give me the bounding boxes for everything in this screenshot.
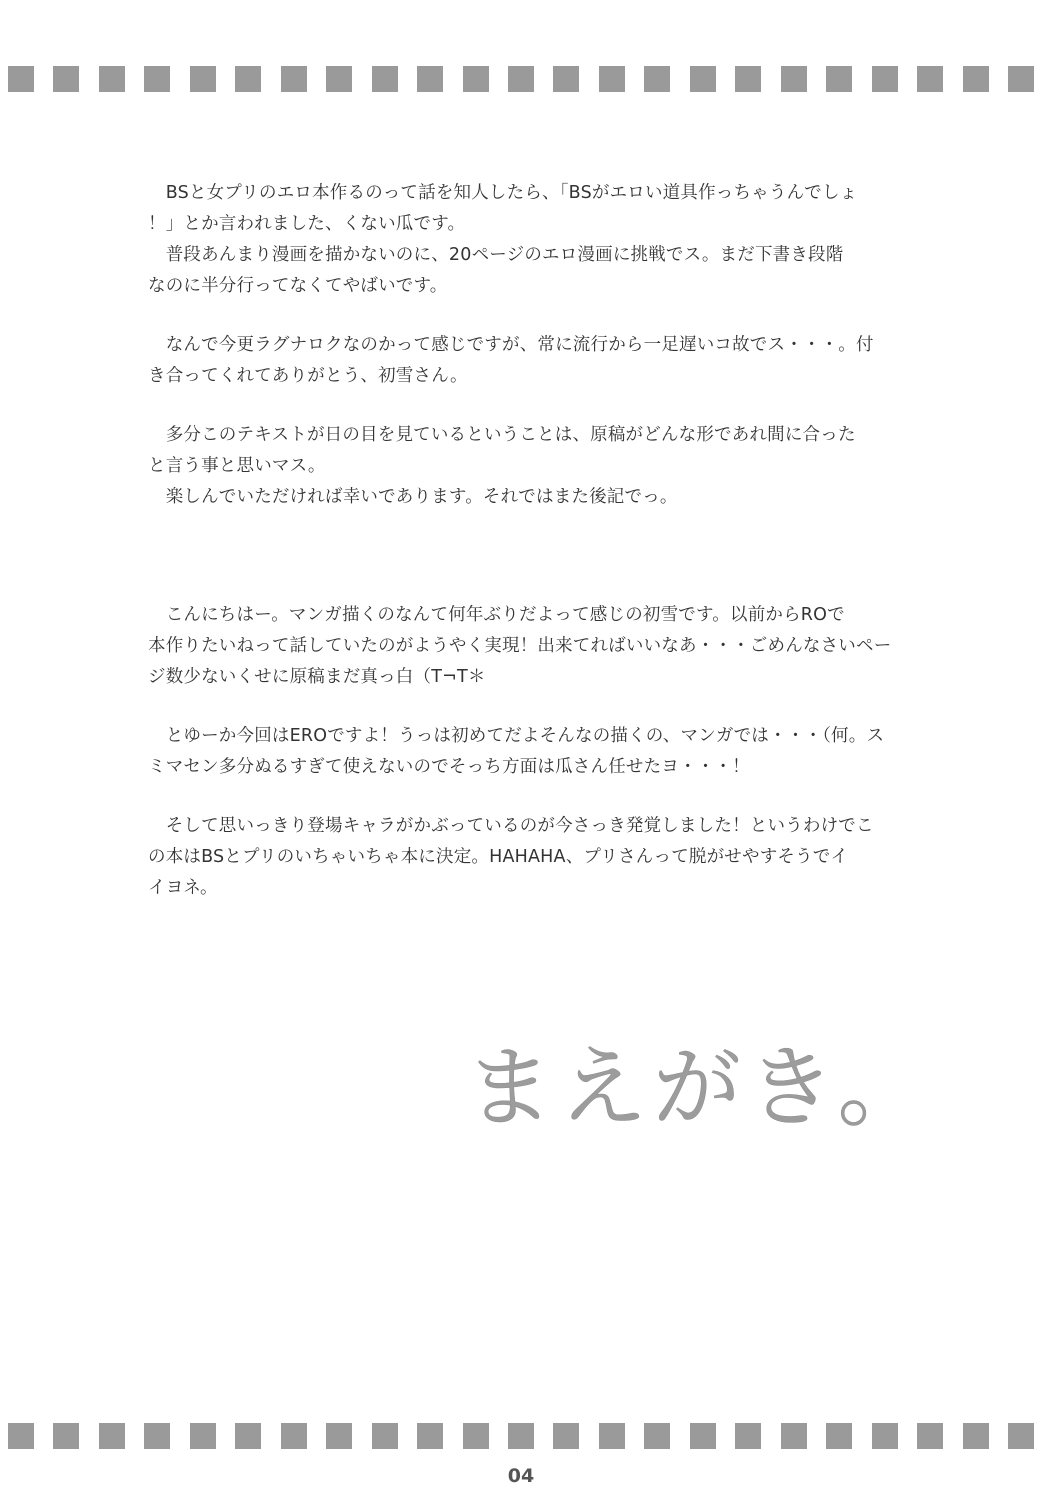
film-strip-top: [0, 64, 1042, 94]
film-strip-square: [690, 66, 716, 92]
lower-paragraph: [148, 811, 874, 904]
film-strip-square: [372, 1423, 398, 1449]
text-line: 多分このテキストが日の目を見ているということは、原稿がどんな形であれ間に合った: [148, 425, 856, 445]
film-strip-square: [826, 1423, 852, 1449]
text-line: こんにちはー。マンガ描くのなんて何年ぶりだよって感じの初雪です。以前からROで: [148, 605, 845, 625]
film-strip-square: [508, 66, 534, 92]
page-title: まえがき。: [465, 1036, 932, 1139]
text-line: と言う事と思いマス。: [148, 456, 326, 476]
text-line: イヨネ。: [148, 878, 218, 898]
film-strip-square: [644, 1423, 670, 1449]
film-strip-square: [508, 1423, 534, 1449]
film-strip-square: [417, 66, 443, 92]
film-strip-square: [553, 1423, 579, 1449]
film-strip-square: [644, 66, 670, 92]
film-strip-square: [190, 1423, 216, 1449]
film-strip-square: [99, 66, 125, 92]
film-strip-square: [281, 66, 307, 92]
film-strip-square: [235, 66, 261, 92]
film-strip-square: [826, 66, 852, 92]
film-strip-square: [99, 1423, 125, 1449]
text-line: ミマセン多分ぬるすぎて使えないのでそっち方面は瓜さん任せたヨ・・・！: [148, 757, 750, 777]
film-strip-square: [963, 66, 989, 92]
film-strip-square: [463, 66, 489, 92]
text-line: き合ってくれてありがとう、初雪さん。: [148, 366, 468, 386]
film-strip-square: [872, 1423, 898, 1449]
page-number: 04: [507, 1465, 535, 1487]
film-strip-square: [735, 66, 761, 92]
film-strip-square: [53, 1423, 79, 1449]
film-strip-square: [144, 66, 170, 92]
film-strip-square: [326, 66, 352, 92]
film-strip-square: [417, 1423, 443, 1449]
film-strip-square: [235, 1423, 261, 1449]
lower-paragraph: [148, 600, 892, 693]
text-line: の本はBSとプリのいちゃいちゃ本に決定。HAHAHA、プリさんって脱がせやすそうでイ: [148, 847, 849, 867]
upper-paragraph: [148, 330, 874, 392]
film-strip-square: [963, 1423, 989, 1449]
film-strip-square: [599, 66, 625, 92]
text-line: 普段あんまり漫画を描かないのに、20ページのエロ漫画に挑戦でス。まだ下書き段階: [148, 245, 844, 265]
film-strip-square: [553, 66, 579, 92]
film-strip-square: [1008, 66, 1034, 92]
upper-text-block: [148, 178, 874, 541]
text-line: 本作りたいねって話していたのがようやく実現！出来てればいいなあ・・・ごめんなさいペー: [148, 636, 892, 656]
film-strip-square: [144, 1423, 170, 1449]
film-strip-square: [690, 1423, 716, 1449]
film-strip-square: [190, 66, 216, 92]
text-line: ジ数少ないくせに原稿まだ真っ白（T¬T＊: [148, 667, 486, 687]
film-strip-bottom: [0, 1421, 1042, 1451]
film-strip-square: [917, 66, 943, 92]
lower-paragraph: [148, 721, 885, 783]
film-strip-square: [8, 1423, 34, 1449]
film-strip-square: [8, 66, 34, 92]
text-line: なんで今更ラグナロクなのかって感じですが、常に流行から一足遅いコ故でス・・・。付: [148, 335, 874, 355]
text-line: なのに半分行ってなくてやばいです。: [148, 276, 448, 296]
lower-text-block: [148, 600, 892, 932]
film-strip-square: [872, 66, 898, 92]
text-line: 楽しんでいただければ幸いであります。それではまた後記でっ。: [148, 487, 678, 507]
film-strip-square: [463, 1423, 489, 1449]
upper-paragraph: [148, 420, 868, 513]
film-strip-square: [599, 1423, 625, 1449]
text-line: ！」とか言われました、くない瓜です。: [148, 214, 466, 234]
film-strip-square: [326, 1423, 352, 1449]
text-line: BSと女プリのエロ本作るのって話を知人したら、「BSがエロい道具作っちゃうんでしょ: [148, 183, 858, 203]
film-strip-square: [917, 1423, 943, 1449]
film-strip-square: [1008, 1423, 1034, 1449]
film-strip-square: [735, 1423, 761, 1449]
film-strip-square: [281, 1423, 307, 1449]
film-strip-square: [372, 66, 398, 92]
film-strip-square: [781, 66, 807, 92]
upper-paragraph: [148, 178, 868, 302]
text-line: そして思いっきり登場キャラがかぶっているのが今さっき発覚しました！というわけでこ: [148, 816, 874, 836]
film-strip-square: [781, 1423, 807, 1449]
film-strip-square: [53, 66, 79, 92]
text-line: とゆーか今回はEROですよ！うっは初めてだよそんなの描くの、マンガでは・・・（何。ス: [148, 726, 885, 746]
